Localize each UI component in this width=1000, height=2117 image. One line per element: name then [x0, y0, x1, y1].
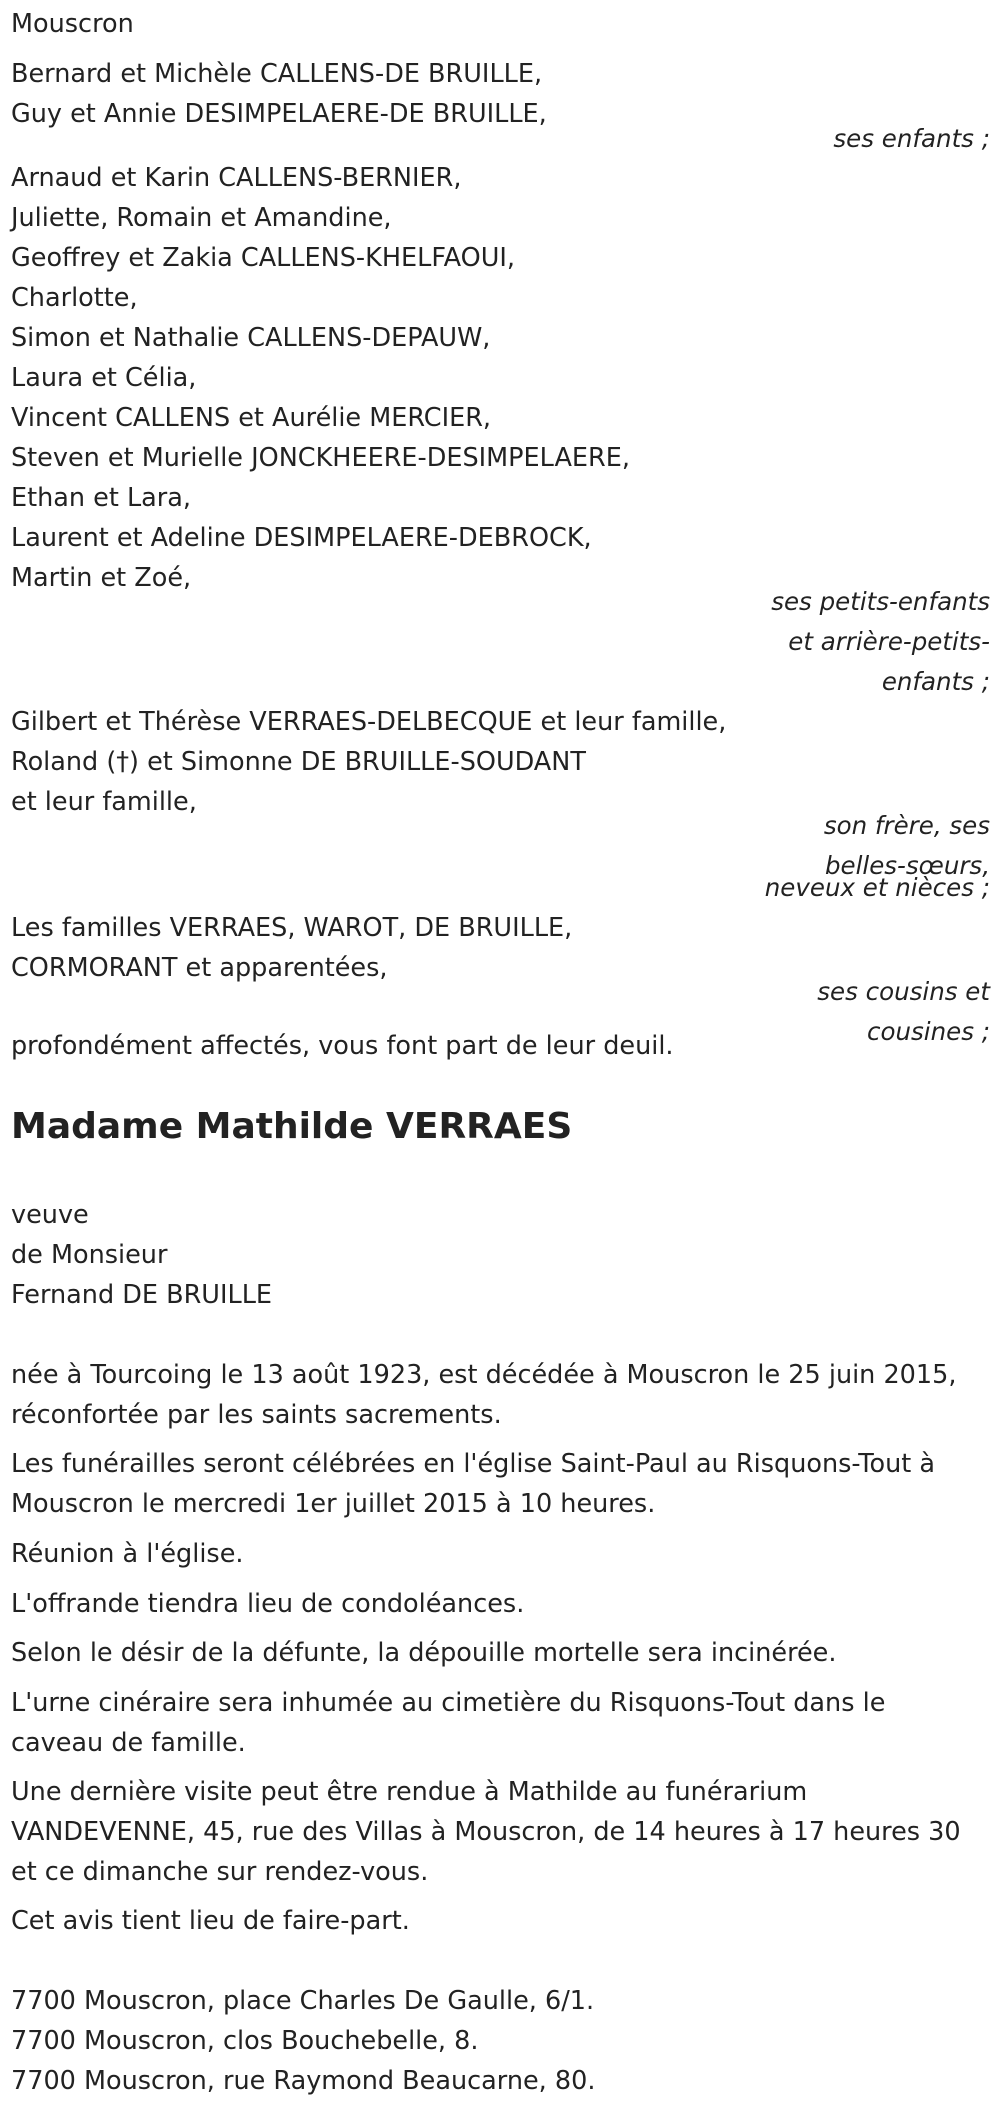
- address-line: 7700 Mouscron, rue Raymond Beaucarne, 80.: [11, 2066, 596, 2096]
- deceased-name: Madame Mathilde VERRAES: [11, 1106, 573, 1147]
- details-line: caveau de famille.: [11, 1728, 246, 1758]
- grandchildren-line: Vincent CALLENS et Aurélie MERCIER,: [11, 403, 492, 433]
- siblings-relation: son frère, ses: [823, 811, 990, 840]
- grandchildren-line: Ethan et Lara,: [11, 483, 192, 513]
- details-line: Réunion à l'église.: [11, 1539, 244, 1569]
- details-line: Les funérailles seront célébrées en l'église Saint-Paul au Risquons-Tout à: [11, 1449, 936, 1479]
- grandchildren-line: Geoffrey et Zakia CALLENS-KHELFAOUI,: [11, 243, 516, 273]
- families-relation: ses cousins et: [817, 977, 990, 1006]
- widow-line: Fernand DE BRUILLE: [11, 1280, 273, 1310]
- siblings-line: Gilbert et Thérèse VERRAES-DELBECQUE et leur famille,: [11, 707, 727, 737]
- children-line: Guy et Annie DESIMPELAERE-DE BRUILLE,: [11, 99, 547, 129]
- grandchildren-relation: ses petits-enfants: [771, 587, 990, 616]
- widow-line: veuve: [11, 1200, 89, 1230]
- grandchildren-line: Laurent et Adeline DESIMPELAERE-DEBROCK,: [11, 523, 592, 553]
- address-line: 7700 Mouscron, place Charles De Gaulle, 6/1.: [11, 1986, 595, 2016]
- children-relation: ses enfants ;: [833, 124, 990, 153]
- grandchildren-line: Martin et Zoé,: [11, 563, 192, 593]
- details-line: et ce dimanche sur rendez-vous.: [11, 1857, 429, 1887]
- address-line: 7700 Mouscron, clos Bouchebelle, 8.: [11, 2026, 479, 2056]
- details-line: Mouscron le mercredi 1er juillet 2015 à 10 heures.: [11, 1489, 656, 1519]
- families-line: Les familles VERRAES, WAROT, DE BRUILLE,: [11, 913, 573, 943]
- siblings-line: Roland (†) et Simonne DE BRUILLE-SOUDANT: [11, 747, 586, 777]
- families-line: CORMORANT et apparentées,: [11, 953, 388, 983]
- grandchildren-relation: et arrière-petits-: [788, 627, 990, 656]
- families-relation: cousines ;: [867, 1017, 990, 1046]
- grandchildren-line: Arnaud et Karin CALLENS-BERNIER,: [11, 163, 462, 193]
- closing-line: profondément affectés, vous font part de leur deuil.: [11, 1031, 674, 1061]
- grandchildren-line: Juliette, Romain et Amandine,: [11, 203, 392, 233]
- details-line: née à Tourcoing le 13 août 1923, est décédée à Mouscron le 25 juin 2015,: [11, 1360, 957, 1390]
- siblings-relation: neveux et nièces ;: [764, 873, 990, 902]
- details-line: Cet avis tient lieu de faire-part.: [11, 1906, 410, 1936]
- siblings-line: et leur famille,: [11, 787, 197, 817]
- grandchildren-line: Charlotte,: [11, 283, 138, 313]
- details-line: L'urne cinéraire sera inhumée au cimetière du Risquons-Tout dans le: [11, 1688, 886, 1718]
- details-line: réconfortée par les saints sacrements.: [11, 1400, 502, 1430]
- details-line: Une dernière visite peut être rendue à Mathilde au funérarium: [11, 1777, 808, 1807]
- details-line: VANDEVENNE, 45, rue des Villas à Mouscron, de 14 heures à 17 heures 30: [11, 1817, 961, 1847]
- grandchildren-line: Laura et Célia,: [11, 363, 197, 393]
- details-line: L'offrande tiendra lieu de condoléances.: [11, 1589, 525, 1619]
- siblings-relation: belles-sœurs,: [824, 851, 990, 880]
- grandchildren-line: Steven et Murielle JONCKHEERE-DESIMPELAERE,: [11, 443, 630, 473]
- widow-line: de Monsieur: [11, 1240, 168, 1270]
- grandchildren-relation: enfants ;: [881, 667, 990, 696]
- details-line: Selon le désir de la défunte, la dépouille mortelle sera incinérée.: [11, 1638, 837, 1668]
- children-line: Bernard et Michèle CALLENS-DE BRUILLE,: [11, 59, 543, 89]
- city-header: Mouscron: [11, 9, 134, 39]
- grandchildren-line: Simon et Nathalie CALLENS-DEPAUW,: [11, 323, 491, 353]
